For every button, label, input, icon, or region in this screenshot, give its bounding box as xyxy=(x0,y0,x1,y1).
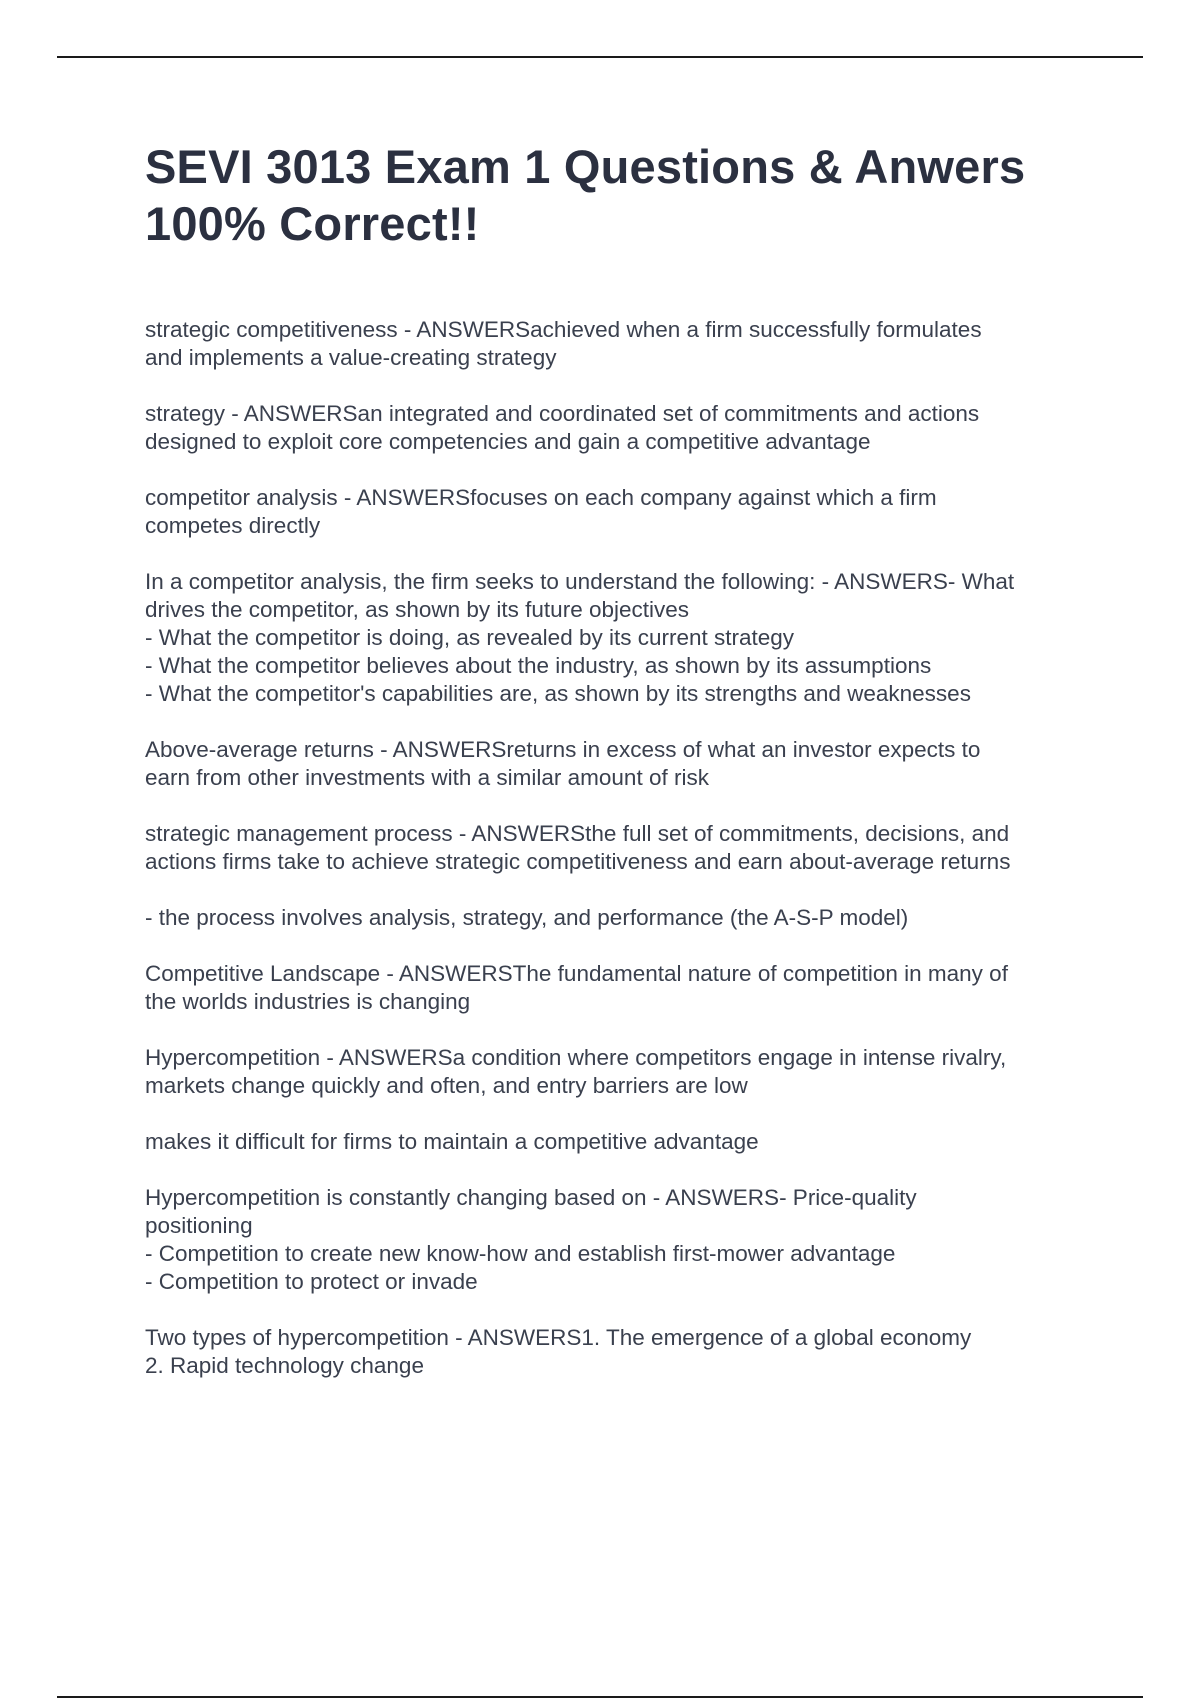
document-body xyxy=(145,138,1095,1408)
qa-entry-line: strategic management process - ANSWERSthe full set of commitments, decisions, and xyxy=(145,821,1010,846)
qa-entry-line: actions firms take to achieve strategic competitiveness and earn about-average returns xyxy=(145,849,1011,874)
qa-entry-line: Hypercompetition is constantly changing based on - ANSWERS- Price-quality xyxy=(145,1185,917,1210)
qa-entry xyxy=(145,1044,1095,1100)
qa-entry-line: makes it difficult for firms to maintain a competitive advantage xyxy=(145,1129,759,1154)
qa-entry-line: and implements a value-creating strategy xyxy=(145,345,557,370)
qa-entry xyxy=(145,1324,1095,1380)
top-rule xyxy=(57,56,1143,58)
qa-entry-line: - the process involves analysis, strategy, and performance (the A-S-P model) xyxy=(145,905,909,930)
qa-entry-line: Above-average returns - ANSWERSreturns in excess of what an investor expects to xyxy=(145,737,981,762)
qa-entry xyxy=(145,568,1095,708)
qa-entry xyxy=(145,820,1095,876)
qa-entry xyxy=(145,1184,1095,1296)
qa-entry-line: competitor analysis - ANSWERSfocuses on each company against which a firm xyxy=(145,485,937,510)
title-line-2: 100% Correct!! xyxy=(145,197,480,250)
qa-entry-line: - Competition to create new know-how and establish first-mower advantage xyxy=(145,1241,896,1266)
bottom-rule xyxy=(57,1696,1143,1698)
qa-entry-line: In a competitor analysis, the firm seeks to understand the following: - ANSWERS- What xyxy=(145,569,1015,594)
qa-entry-line: strategy - ANSWERSan integrated and coordinated set of commitments and actions xyxy=(145,401,980,426)
qa-entry xyxy=(145,1128,1095,1156)
qa-entry xyxy=(145,400,1095,456)
page-title xyxy=(145,138,1095,252)
qa-entry-line: positioning xyxy=(145,1213,253,1238)
qa-list xyxy=(145,316,1095,1380)
qa-entry-line: competes directly xyxy=(145,513,321,538)
qa-entry xyxy=(145,484,1095,540)
qa-entry-line: 2. Rapid technology change xyxy=(145,1353,424,1378)
qa-entry-line: markets change quickly and often, and entry barriers are low xyxy=(145,1073,748,1098)
qa-entry-line: the worlds industries is changing xyxy=(145,989,471,1014)
qa-entry xyxy=(145,736,1095,792)
qa-entry-line: - What the competitor's capabilities are, as shown by its strengths and weaknesses xyxy=(145,681,971,706)
qa-entry-line: drives the competitor, as shown by its future objectives xyxy=(145,597,690,622)
qa-entry xyxy=(145,316,1095,372)
qa-entry-line: strategic competitiveness - ANSWERSachieved when a firm successfully formulates xyxy=(145,317,982,342)
qa-entry-line: - What the competitor believes about the industry, as shown by its assumptions xyxy=(145,653,932,678)
qa-entry-line: - Competition to protect or invade xyxy=(145,1269,478,1294)
title-line-1: SEVI 3013 Exam 1 Questions & Anwers xyxy=(145,140,1026,193)
qa-entry-line: Competitive Landscape - ANSWERSThe fundamental nature of competition in many of xyxy=(145,961,1008,986)
qa-entry xyxy=(145,904,1095,932)
qa-entry-line: - What the competitor is doing, as revealed by its current strategy xyxy=(145,625,795,650)
qa-entry xyxy=(145,960,1095,1016)
qa-entry-line: earn from other investments with a similar amount of risk xyxy=(145,765,709,790)
qa-entry-line: designed to exploit core competencies and gain a competitive advantage xyxy=(145,429,871,454)
qa-entry-line: Two types of hypercompetition - ANSWERS1. The emergence of a global economy xyxy=(145,1325,972,1350)
qa-entry-line: Hypercompetition - ANSWERSa condition where competitors engage in intense rivalry, xyxy=(145,1045,1007,1070)
